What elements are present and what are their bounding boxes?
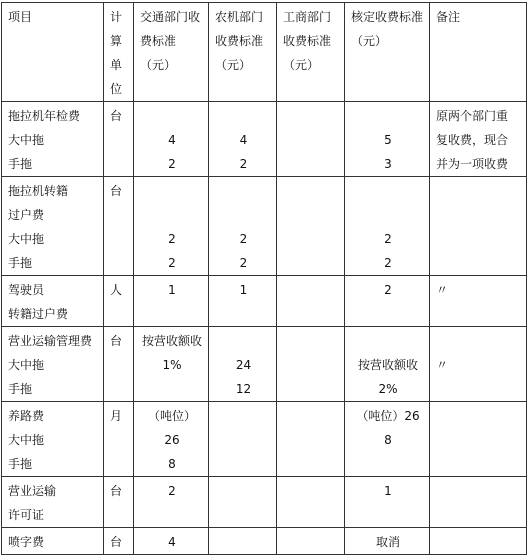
cell-unit (104, 102, 134, 177)
cell-line (283, 104, 340, 128)
cell-traffic (134, 402, 209, 477)
cell-line (283, 530, 340, 554)
cell-item (2, 402, 104, 477)
cell-line (215, 329, 272, 353)
cell-traffic (134, 177, 209, 276)
cell-line: 台 (110, 334, 123, 348)
cell-unit (104, 402, 134, 477)
header-approved: 核定收费标准（元） (345, 3, 430, 102)
cell-line: 2 (239, 232, 248, 246)
cell-line: 拖拉机年检费 (8, 109, 81, 123)
header-traffic: 交通部门收费标准（元） (134, 3, 209, 102)
cell-line (436, 503, 522, 527)
cell-remark (430, 276, 527, 327)
cell-line: 1 (168, 283, 176, 297)
cell-line: 3 (384, 157, 392, 171)
cell-line: 24 (235, 358, 252, 372)
cell-approved (345, 276, 430, 327)
cell-line: 8 (168, 457, 176, 471)
header-unit: 计算单位 (104, 3, 134, 102)
cell-agri (209, 327, 277, 402)
cell-line: 〃 (436, 283, 449, 297)
cell-remark (430, 528, 527, 555)
cell-approved (345, 528, 430, 555)
table-row (2, 102, 527, 177)
cell-traffic (134, 528, 209, 555)
cell-line (283, 152, 340, 176)
cell-line: 2 (168, 484, 176, 498)
table-row (2, 276, 527, 327)
cell-line (351, 179, 425, 203)
cell-line (436, 479, 522, 503)
cell-item (2, 477, 104, 528)
cell-line (283, 452, 340, 476)
cell-line (215, 428, 272, 452)
cell-line: 手拖 (8, 157, 33, 171)
cell-agri (209, 402, 277, 477)
cell-line (283, 203, 340, 227)
cell-line: 取消 (375, 535, 400, 549)
cell-commerce (277, 528, 345, 555)
cell-line: 2% (378, 382, 398, 396)
cell-commerce (277, 327, 345, 402)
cell-agri (209, 177, 277, 276)
header-row (2, 3, 527, 102)
cell-line (215, 452, 272, 476)
cell-traffic (134, 276, 209, 327)
cell-line (436, 227, 522, 251)
cell-line (215, 479, 272, 503)
cell-line: 营业运输管理费 (8, 334, 93, 348)
table-row (2, 477, 527, 528)
cell-line (283, 278, 340, 302)
cell-item (2, 177, 104, 276)
cell-line: 台 (110, 535, 123, 549)
cell-line (436, 530, 522, 554)
cell-item (2, 276, 104, 327)
cell-line: 手拖 (8, 382, 33, 396)
cell-line (140, 377, 204, 401)
cell-line: 拖拉机转籍 (8, 184, 69, 198)
cell-traffic (134, 102, 209, 177)
cell-line: 大中拖 (8, 433, 45, 447)
header-commerce: 工商部门收费标准（元） (277, 3, 345, 102)
cell-line: 4 (168, 535, 176, 549)
cell-line (283, 329, 340, 353)
cell-line: 26 (164, 433, 180, 447)
cell-line (283, 227, 340, 251)
cell-line: 2 (239, 256, 248, 270)
cell-line (140, 302, 204, 326)
cell-line: 营业运输 (8, 484, 57, 498)
cell-line (351, 503, 425, 527)
cell-remark (430, 102, 527, 177)
cell-line: 台 (110, 484, 123, 498)
cell-commerce (277, 177, 345, 276)
cell-line: （吨位）26 (356, 409, 420, 423)
cell-agri (209, 276, 277, 327)
cell-line: 1 (384, 484, 392, 498)
cell-line (140, 203, 204, 227)
cell-line: 月 (110, 409, 123, 423)
cell-line (436, 251, 522, 275)
cell-line (283, 428, 340, 452)
cell-line: 12 (235, 382, 252, 396)
cell-unit (104, 327, 134, 402)
cell-line: 复收费，现合 (436, 133, 509, 147)
cell-line: （吨位） (147, 409, 196, 423)
cell-line: 转籍过户费 (8, 307, 69, 321)
cell-line (351, 203, 425, 227)
header-remark: 备注 (430, 3, 527, 102)
cell-agri (209, 477, 277, 528)
cell-traffic (134, 327, 209, 402)
cell-line (351, 329, 425, 353)
cell-line (283, 404, 340, 428)
cell-line: 过户费 (8, 208, 45, 222)
cell-line (436, 302, 522, 326)
cell-line: 2 (239, 157, 248, 171)
cell-line: 1% (162, 358, 182, 372)
header-agri: 农机部门收费标准（元） (209, 3, 277, 102)
cell-line: 大中拖 (8, 232, 45, 246)
cell-line: 手拖 (8, 457, 33, 471)
cell-item (2, 327, 104, 402)
cell-line: 2 (384, 232, 392, 246)
cell-line: 5 (384, 133, 392, 147)
cell-line: 2 (384, 283, 392, 297)
cell-approved (345, 102, 430, 177)
cell-line (215, 530, 272, 554)
cell-remark (430, 327, 527, 402)
cell-line (436, 179, 522, 203)
cell-approved (345, 402, 430, 477)
cell-line (215, 503, 272, 527)
cell-line: 2 (168, 256, 176, 270)
cell-line: 〃 (436, 358, 449, 372)
cell-agri (209, 528, 277, 555)
cell-line (436, 203, 522, 227)
cell-line: 4 (239, 133, 248, 147)
table-body (2, 102, 527, 555)
cell-line (351, 104, 425, 128)
cell-line: 并为一项收费 (436, 157, 509, 171)
cell-remark (430, 402, 527, 477)
cell-line (215, 179, 272, 203)
cell-line: 8 (384, 433, 392, 447)
cell-approved (345, 327, 430, 402)
cell-line (140, 179, 204, 203)
cell-commerce (277, 402, 345, 477)
cell-line (283, 302, 340, 326)
cell-line (283, 128, 340, 152)
cell-line (283, 179, 340, 203)
cell-item (2, 528, 104, 555)
cell-remark (430, 177, 527, 276)
cell-line: 手拖 (8, 256, 33, 270)
cell-line (215, 104, 272, 128)
cell-line: 原两个部门重 (436, 109, 509, 123)
cell-item (2, 102, 104, 177)
cell-line: 2 (384, 256, 392, 270)
cell-line: 2 (168, 157, 176, 171)
cell-unit (104, 276, 134, 327)
cell-commerce (277, 276, 345, 327)
cell-line (351, 452, 425, 476)
cell-line: 4 (168, 133, 176, 147)
cell-agri (209, 102, 277, 177)
cell-line: 喷字费 (8, 535, 45, 549)
cell-line (283, 377, 340, 401)
cell-line (436, 428, 522, 452)
cell-commerce (277, 102, 345, 177)
cell-unit (104, 528, 134, 555)
cell-line: 台 (110, 184, 123, 198)
cell-line (140, 104, 204, 128)
cell-line: 按营收额收 (141, 334, 202, 348)
cell-commerce (277, 477, 345, 528)
table-row (2, 177, 527, 276)
cell-line: 1 (239, 283, 248, 297)
cell-line: 养路费 (8, 409, 45, 423)
cell-line: 按营收额收 (357, 358, 418, 372)
cell-line: 大中拖 (8, 358, 45, 372)
cell-line (351, 302, 425, 326)
cell-line (436, 329, 522, 353)
cell-line (436, 404, 522, 428)
cell-remark (430, 477, 527, 528)
cell-line: 2 (168, 232, 176, 246)
cell-line (215, 203, 272, 227)
table-row (2, 402, 527, 477)
cell-line (436, 377, 522, 401)
cell-line (283, 479, 340, 503)
cell-line: 驾驶员 (8, 283, 45, 297)
table-row (2, 528, 527, 555)
cell-line (215, 302, 272, 326)
fee-table (1, 2, 527, 555)
cell-approved (345, 477, 430, 528)
header-item: 项目 (2, 3, 104, 102)
cell-approved (345, 177, 430, 276)
cell-line: 许可证 (8, 508, 45, 522)
cell-line (283, 353, 340, 377)
cell-line: 人 (110, 283, 123, 297)
cell-line: 大中拖 (8, 133, 45, 147)
cell-unit (104, 177, 134, 276)
cell-line (283, 503, 340, 527)
cell-line (215, 404, 272, 428)
cell-unit (104, 477, 134, 528)
cell-line: 台 (110, 109, 123, 123)
cell-traffic (134, 477, 209, 528)
cell-line (140, 503, 204, 527)
cell-line (283, 251, 340, 275)
cell-line (436, 452, 522, 476)
table-row (2, 327, 527, 402)
